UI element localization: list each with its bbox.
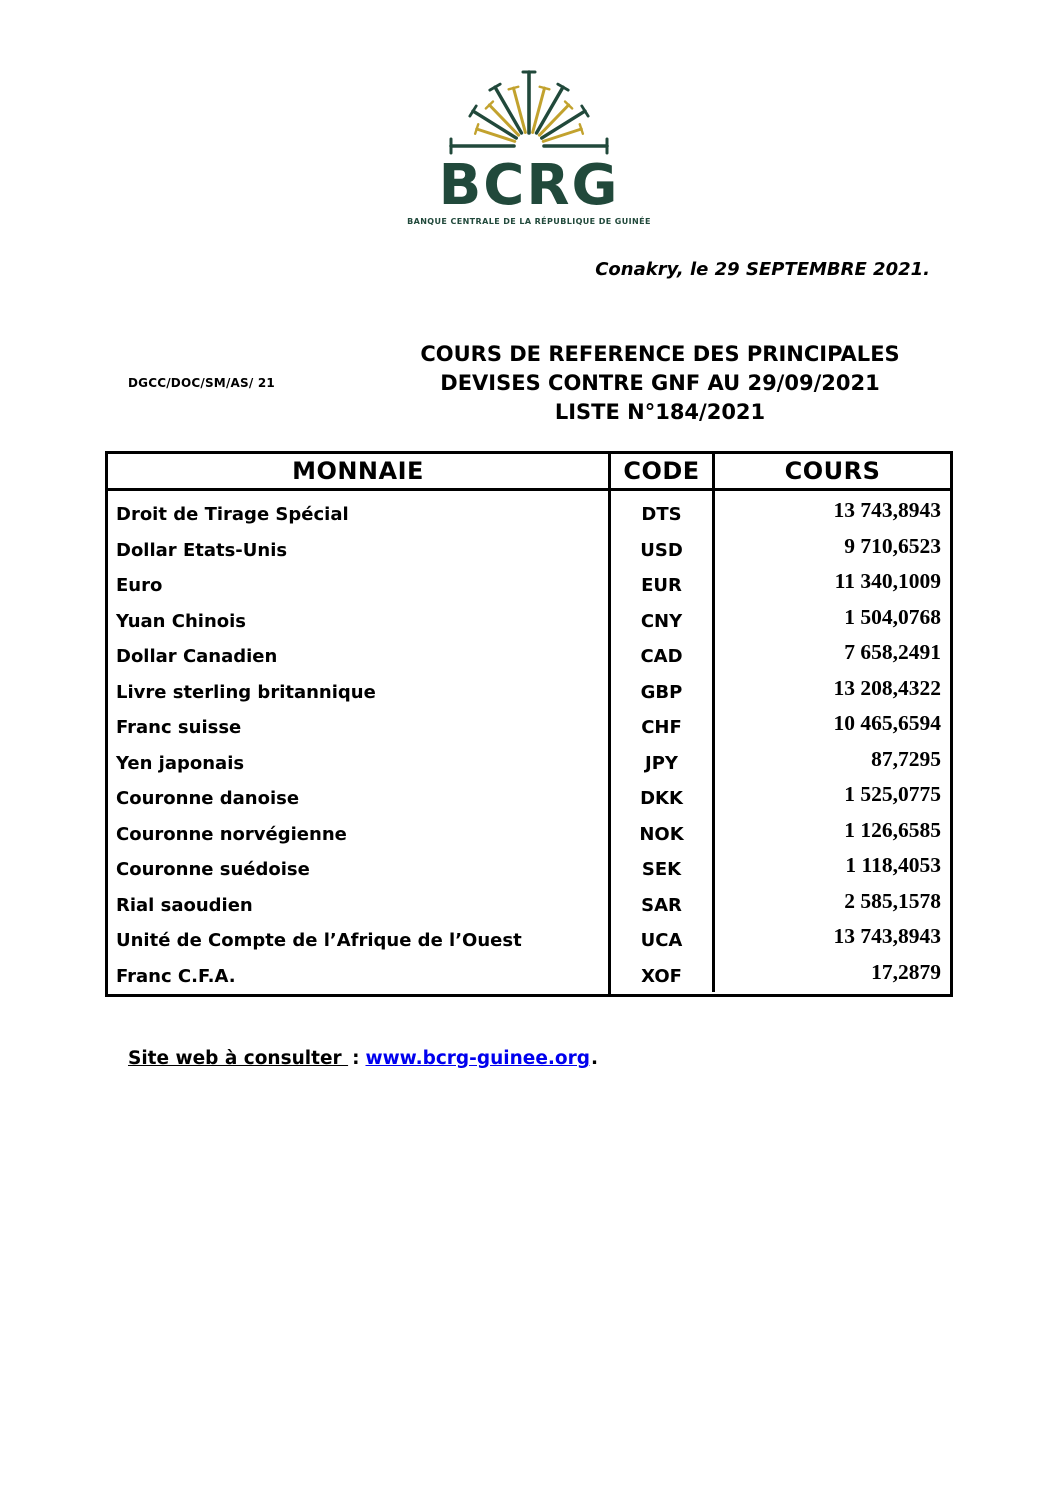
currency-code: CNY <box>608 598 712 640</box>
currency-code: UCA <box>608 917 712 959</box>
currency-code: DTS <box>608 491 712 533</box>
rates-table <box>105 451 953 997</box>
currency-rate: 17,2879 <box>712 951 950 993</box>
currency-rate: 13 743,8943 <box>712 489 950 531</box>
title-line-3: LISTE N°184/2021 <box>554 400 766 424</box>
column-header-cours: COURS <box>712 454 950 488</box>
date-line: Conakry, le 29 SEPTEMBRE 2021. <box>595 259 930 280</box>
currency-rate: 87,7295 <box>712 738 950 780</box>
bcrg-logo-text: BCRG <box>438 153 620 218</box>
currency-rate: 2 585,1578 <box>712 880 950 922</box>
currency-name: Franc suisse <box>116 717 242 739</box>
currency-code: USD <box>608 527 712 569</box>
currency-rate: 10 465,6594 <box>712 702 950 744</box>
currency-name: Couronne norvégienne <box>116 823 347 845</box>
currency-code: JPY <box>608 740 712 782</box>
bcrg-logo-sunburst <box>445 66 613 158</box>
currency-code: SAR <box>608 882 712 924</box>
bcrg-logo <box>0 66 1058 226</box>
currency-name: Dollar Canadien <box>116 646 278 668</box>
currency-code: EUR <box>608 562 712 604</box>
currency-name: Rial saoudien <box>116 894 253 916</box>
currency-code: CAD <box>608 633 712 675</box>
bcrg-logo-tagline: BANQUE CENTRALE DE LA RÉPUBLIQUE DE GUINÉE <box>407 217 651 226</box>
currency-rate: 13 743,8943 <box>712 915 950 957</box>
column-header-monnaie: MONNAIE <box>292 457 424 485</box>
currency-name: Unité de Compte de l’Afrique de l’Ouest <box>116 930 522 952</box>
currency-rate: 1 504,0768 <box>712 596 950 638</box>
currency-name: Franc C.F.A. <box>116 965 236 987</box>
column-header-code: CODE <box>608 454 712 488</box>
currency-code: NOK <box>608 811 712 853</box>
website-link[interactable]: www.bcrg-guinee.org <box>365 1048 590 1069</box>
table-body <box>108 491 950 994</box>
currency-code: DKK <box>608 775 712 817</box>
currency-rate: 11 340,1009 <box>712 560 950 602</box>
currency-code: SEK <box>608 846 712 888</box>
table-header-row <box>108 454 950 491</box>
currency-rate: 7 658,2491 <box>712 631 950 673</box>
reference-code: DGCC/DOC/SM/AS/ 21 <box>128 376 275 390</box>
currency-rate: 1 126,6585 <box>712 809 950 851</box>
footer-period: . <box>590 1048 599 1069</box>
currency-name: Couronne danoise <box>116 788 300 810</box>
currency-rate: 13 208,4322 <box>712 667 950 709</box>
colon-separator: : <box>352 1048 360 1069</box>
currency-code: XOF <box>608 953 712 995</box>
title-line-1: COURS DE REFERENCE DES PRINCIPALES <box>420 342 900 366</box>
currency-rate: 9 710,6523 <box>712 525 950 567</box>
currency-name: Euro <box>116 575 163 597</box>
title-line-2: DEVISES CONTRE GNF AU 29/09/2021 <box>440 371 880 395</box>
currency-rate: 1 118,4053 <box>712 844 950 886</box>
currency-name: Livre sterling britannique <box>116 681 376 703</box>
table-row <box>108 959 950 995</box>
document-title <box>380 340 940 427</box>
site-label: Site web à consulter <box>128 1048 349 1069</box>
currency-name: Couronne suédoise <box>116 859 310 881</box>
currency-code: GBP <box>608 669 712 711</box>
footer <box>128 1048 598 1069</box>
currency-name: Droit de Tirage Spécial <box>116 504 349 526</box>
currency-name: Dollar Etats-Unis <box>116 539 288 561</box>
currency-name: Yuan Chinois <box>116 610 247 632</box>
currency-code: CHF <box>608 704 712 746</box>
currency-rate: 1 525,0775 <box>712 773 950 815</box>
currency-name: Yen japonais <box>116 752 245 774</box>
